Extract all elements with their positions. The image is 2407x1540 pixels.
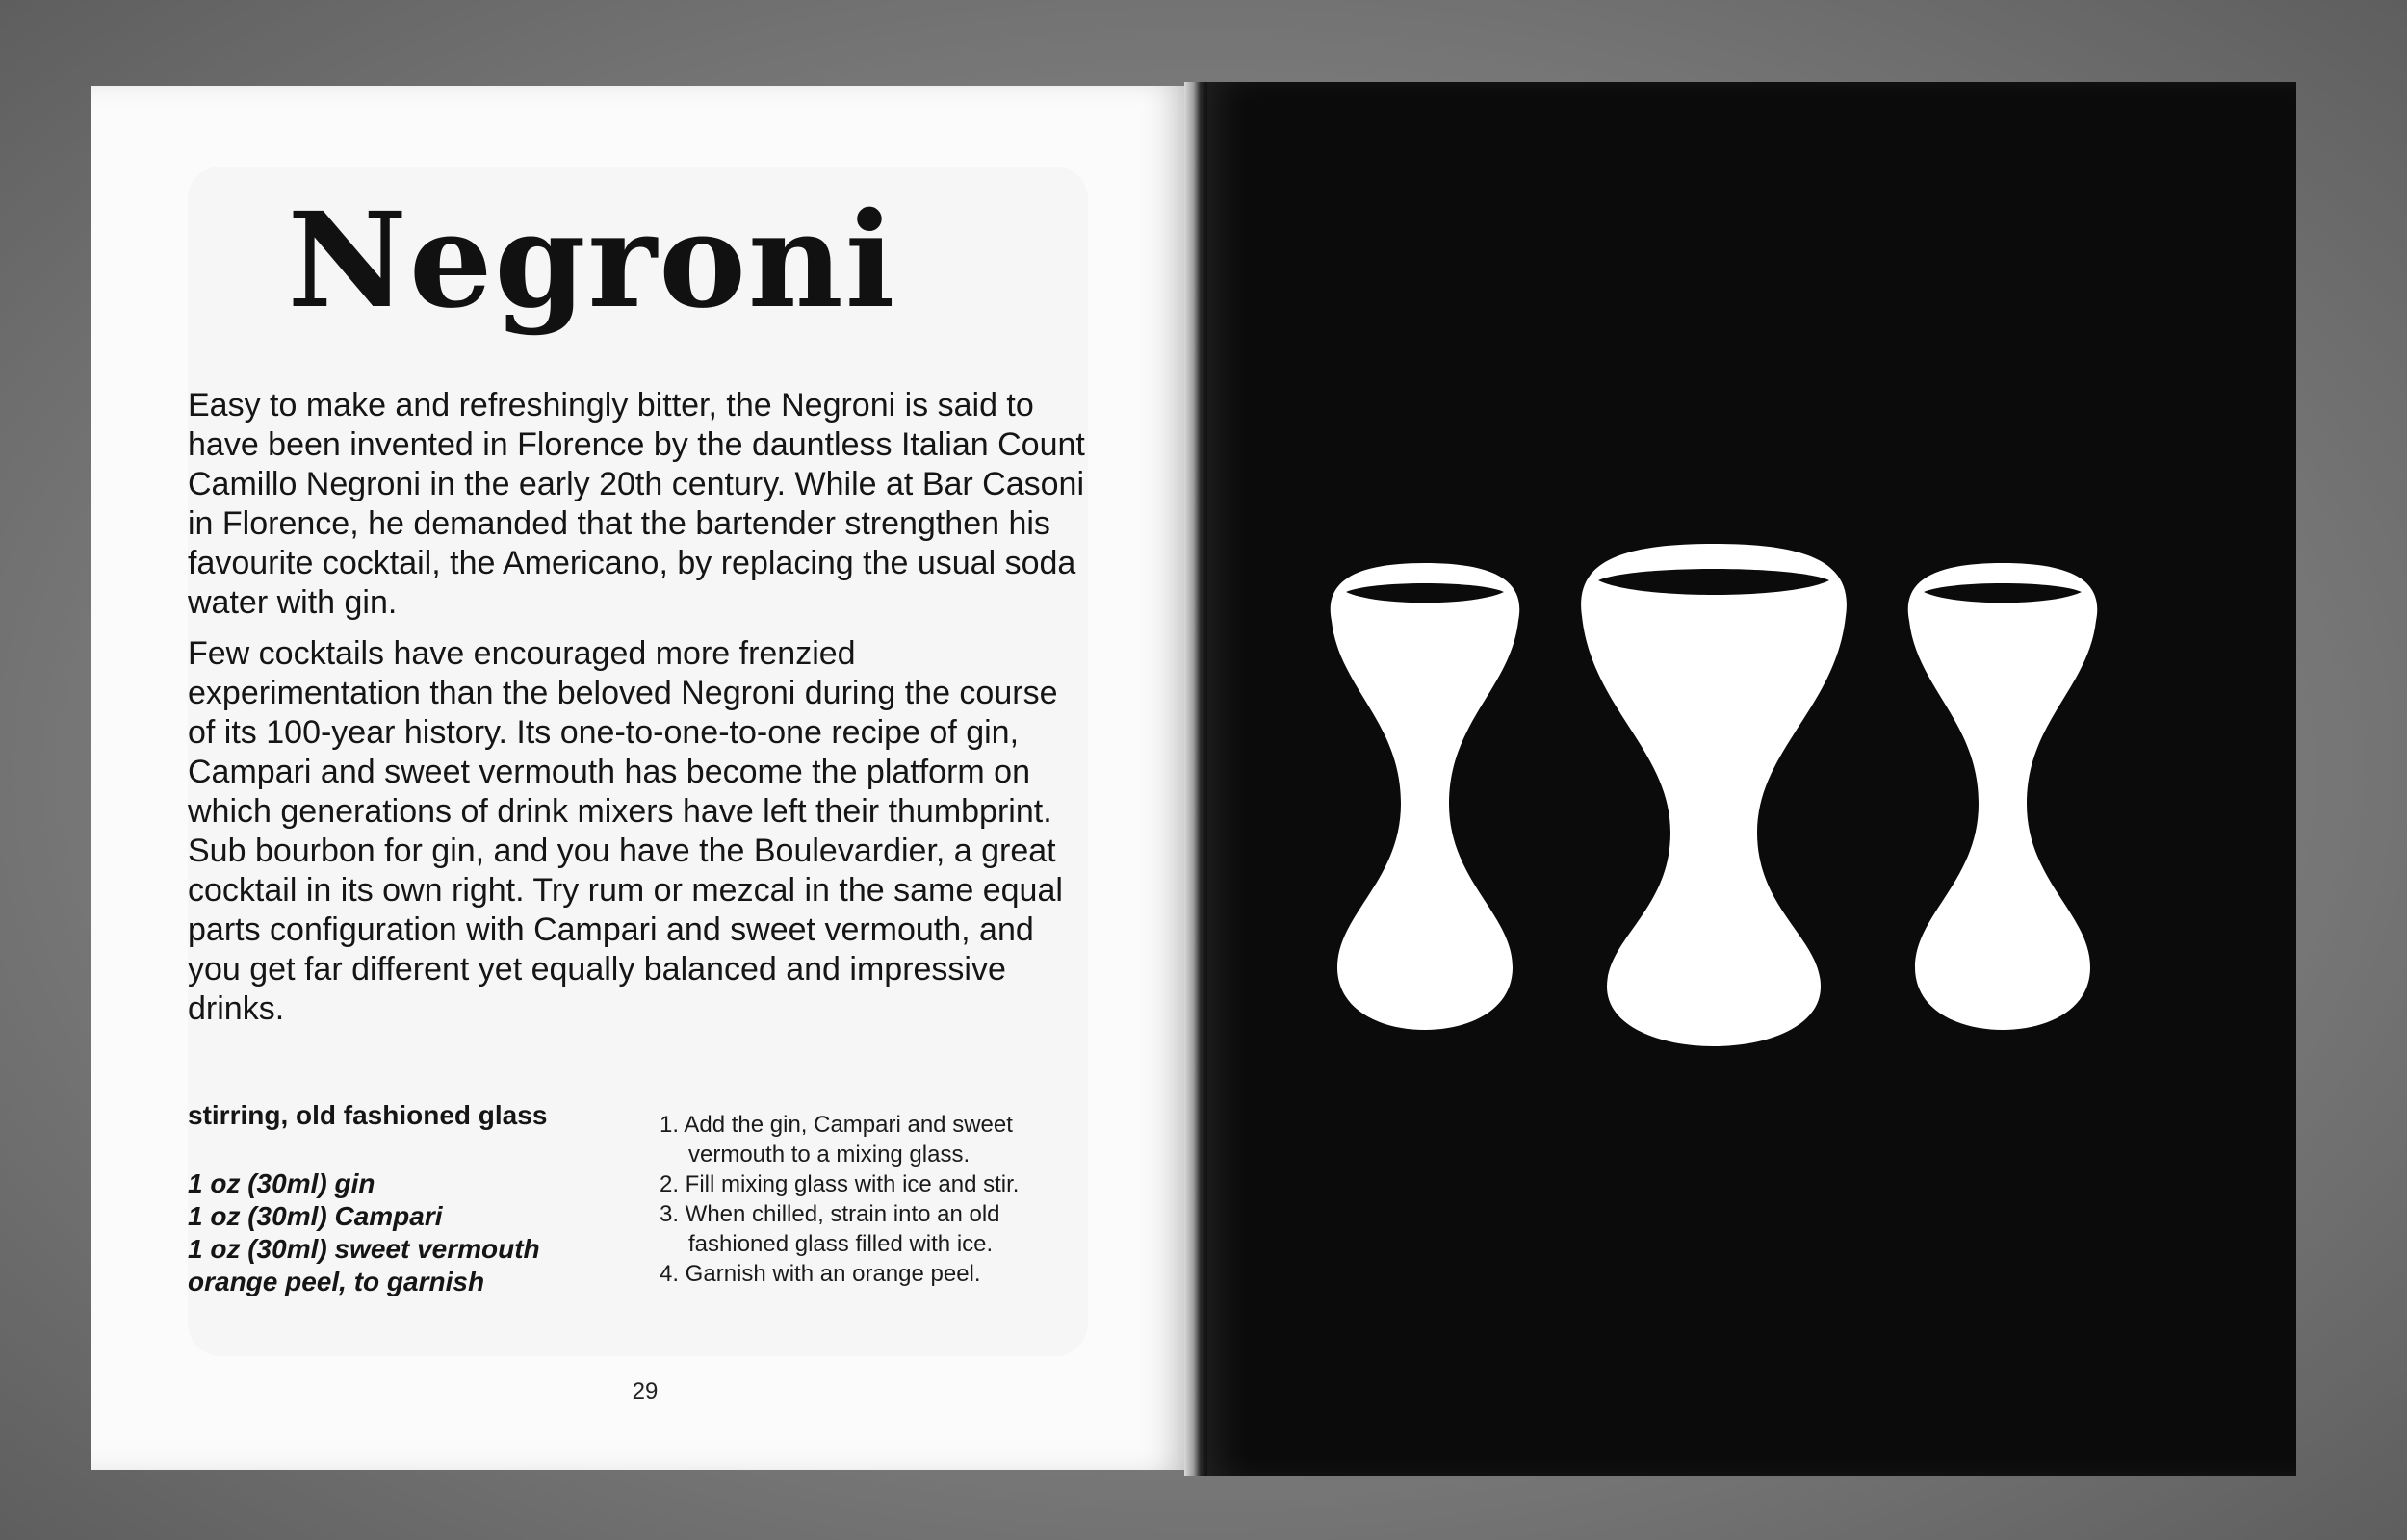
intro-text bbox=[188, 386, 1088, 1040]
step: 2. Fill mixing glass with ice and stir. bbox=[660, 1171, 1020, 1197]
page-number: 29 bbox=[632, 1378, 659, 1404]
paragraph: Easy to make and refreshingly bitter, the Negroni is said to have been invented in Florence by the dauntless Italian Count Camillo Negroni in the early 20th century. While at Bar Casoni in Florence, he demanded that the bartender strengthen his favourite cocktail, the Americano, by replacing the usual soda water with gin. bbox=[188, 387, 1085, 621]
ingredient: 1 oz (30ml) Campari bbox=[188, 1201, 443, 1231]
book-gutter bbox=[1184, 82, 1207, 1476]
left-page bbox=[91, 86, 1199, 1470]
ingredient-list bbox=[188, 1168, 592, 1298]
ingredient: 1 oz (30ml) gin bbox=[188, 1168, 375, 1198]
ingredient: orange peel, to garnish bbox=[188, 1267, 485, 1296]
three-white-glasses-icon bbox=[1285, 486, 2229, 1064]
recipe-ingredients bbox=[188, 1100, 592, 1298]
step: 1. Add the gin, Campari and sweet vermouth to a mixing glass. bbox=[660, 1112, 1013, 1168]
step: 4. Garnish with an orange peel. bbox=[660, 1261, 981, 1287]
recipe-steps bbox=[660, 1110, 1083, 1289]
ingredient: 1 oz (30ml) sweet vermouth bbox=[188, 1234, 540, 1264]
glass-right-icon bbox=[1908, 563, 2098, 1030]
page-title: Negroni bbox=[287, 184, 897, 338]
glass-center-icon bbox=[1581, 544, 1847, 1046]
method-label: stirring, old fashioned glass bbox=[188, 1100, 548, 1130]
glass-left-icon bbox=[1331, 563, 1520, 1030]
step: 3. When chilled, strain into an old fashioned glass filled with ice. bbox=[660, 1201, 1000, 1257]
open-book bbox=[91, 82, 2296, 1476]
paragraph: Few cocktails have encouraged more frenzied experimentation than the beloved Negroni during the course of its 100-year history. Its one-to-one-to-one recipe of gin, Campari and sweet vermouth has become the platform on which generations of drink mixers have left their thumbprint. Sub bourbon for gin, and you have the Boulevardier, a great cocktail in its own right. Try rum or mezcal in the same equal parts configuration with Campari and sweet vermouth, and you get far different yet equally balanced and impressive drinks. bbox=[188, 635, 1063, 1027]
